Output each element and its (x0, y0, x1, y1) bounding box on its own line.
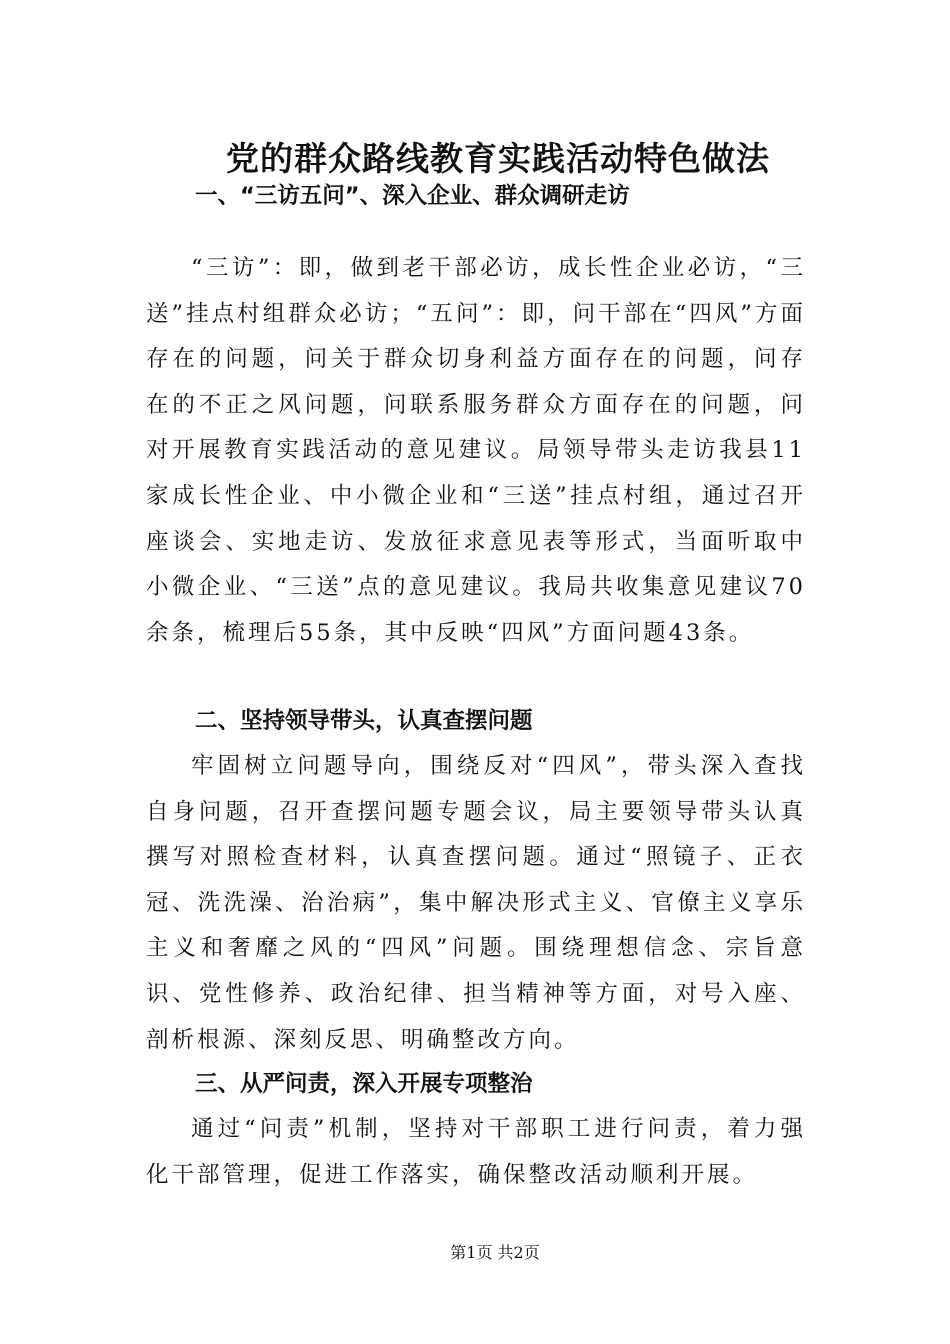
section-heading-3: 三、从严问责，深入开展专项整治 (195, 1071, 533, 1097)
section-body-1 (146, 246, 806, 656)
section-paragraph-1: “三访”：即，做到老干部必访，成长性企业必访，“三送”挂点村组群众必访；“五问”：即，问干部在“四风”方面存在的问题，问关于群众切身利益方面存在的问题，问存在的不正之风问题，问联系服务群众方面存在的问题，问对开展教育实践活动的意见建议。局领导带头走访我县11家成长性企业、中小微企业和“三送”挂点村组，通过召开座谈会、实地走访、发放征求意见表等形式，当面听取中小微企业、“三送”点的意见建议。我局共收集意见建议70余条，梳理后55条，其中反映“四风”方面问题43条。 (146, 255, 806, 646)
section-body-3 (146, 1107, 806, 1198)
section-paragraph-2: 牢固树立问题导向，围绕反对“四风”，带头深入查找自身问题，召开查摆问题专题会议，局主要领导带头认真撰写对照检查材料，认真查摆问题。通过“照镜子、正衣冠、洗洗澡、治治病”，集中解决形式主义、官僚主义享乐主义和奢靡之风的“四风”问题。围绕理想信念、宗旨意识、党性修养、政治纪律、担当精神等方面，对号入座、剖析根源、深刻反思、明确整改方向。 (146, 753, 806, 1053)
section-heading-2: 二、坚持领导带头，认真查摆问题 (195, 708, 533, 734)
page-number-footer: 第1页 共2页 (450, 1243, 540, 1262)
section-paragraph-3: 通过“问责”机制，坚持对干部职工进行问责，着力强化干部管理，促进工作落实，确保整改活动顺利开展。 (146, 1116, 806, 1188)
document-title: 党的群众路线教育实践活动特色做法 (226, 139, 770, 178)
section-body-2 (146, 744, 806, 1063)
section-heading-1: 一、“三访五问”、深入企业、群众调研走访 (195, 183, 630, 209)
